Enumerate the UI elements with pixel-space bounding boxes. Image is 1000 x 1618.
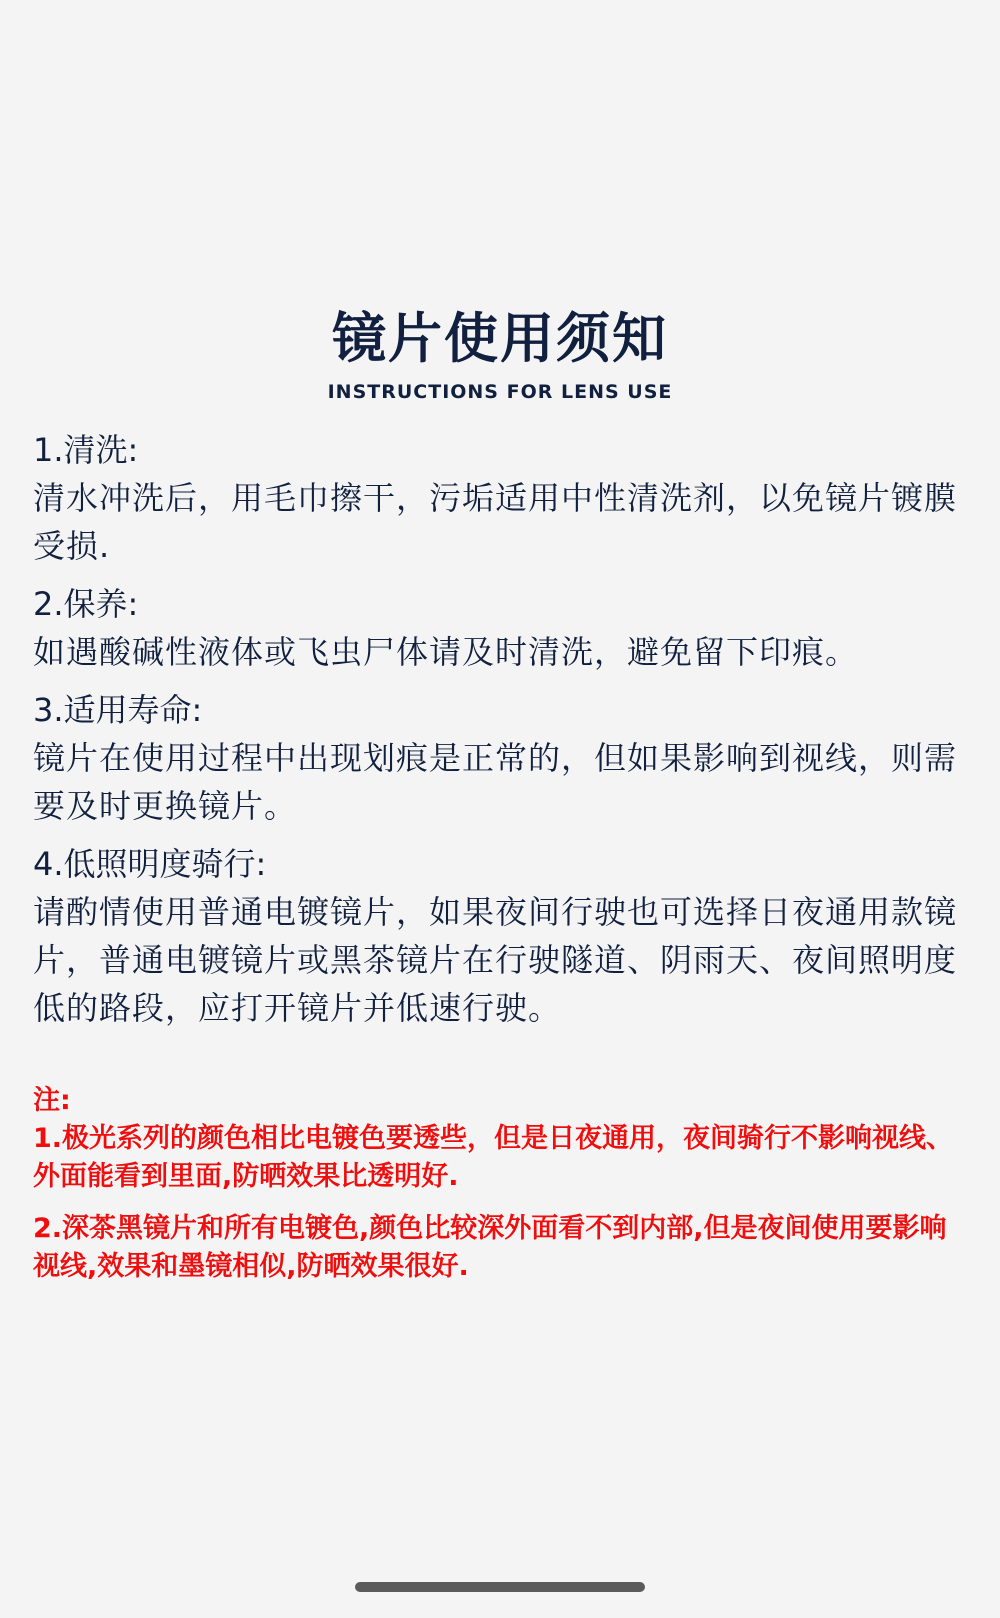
home-indicator-bar[interactable]	[355, 1582, 645, 1592]
section-maintenance	[33, 580, 968, 676]
section-heading: 1.清洗:	[33, 431, 139, 469]
section-heading: 3.适用寿命:	[33, 691, 203, 729]
section-body: 如遇酸碱性液体或飞虫尸体请及时清洗，避免留下印痕。	[33, 633, 859, 671]
page-title: 镜片使用须知	[332, 307, 668, 370]
section-body: 请酌情使用普通电镀镜片，如果夜间行驶也可选择日夜通用款镜片，普通电镀镜片或黑茶镜片在行驶隧道、阴雨天、夜间照明度低的路段，应打开镜片并低速行驶。	[33, 893, 958, 1027]
section-body: 镜片在使用过程中出现划痕是正常的，但如果影响到视线，则需要及时更换镜片。	[33, 739, 958, 825]
section-heading: 4.低照明度骑行:	[33, 845, 267, 883]
section-cleaning	[33, 426, 968, 570]
notes-block	[33, 1082, 968, 1300]
note-item: 1.极光系列的颜色相比电镀色要透些，但是日夜通用，夜间骑行不影响视线、外面能看到里面,防晒效果比透明好.	[33, 1123, 954, 1192]
page-subtitle: INSTRUCTIONS FOR LENS USE	[327, 381, 673, 403]
section-heading: 2.保养:	[33, 585, 139, 623]
note-item: 2.深茶黑镜片和所有电镀色,颜色比较深外面看不到内部,但是夜间使用要影响视线,效果和墨镜相似,防晒效果很好.	[33, 1213, 947, 1282]
section-low-light-riding	[33, 840, 968, 1032]
instruction-sections	[33, 426, 968, 1042]
section-body: 清水冲洗后，用毛巾擦干，污垢适用中性清洗剂，以免镜片镀膜受损.	[33, 479, 958, 565]
notes-heading: 注:	[33, 1085, 71, 1116]
section-lifespan	[33, 686, 968, 830]
